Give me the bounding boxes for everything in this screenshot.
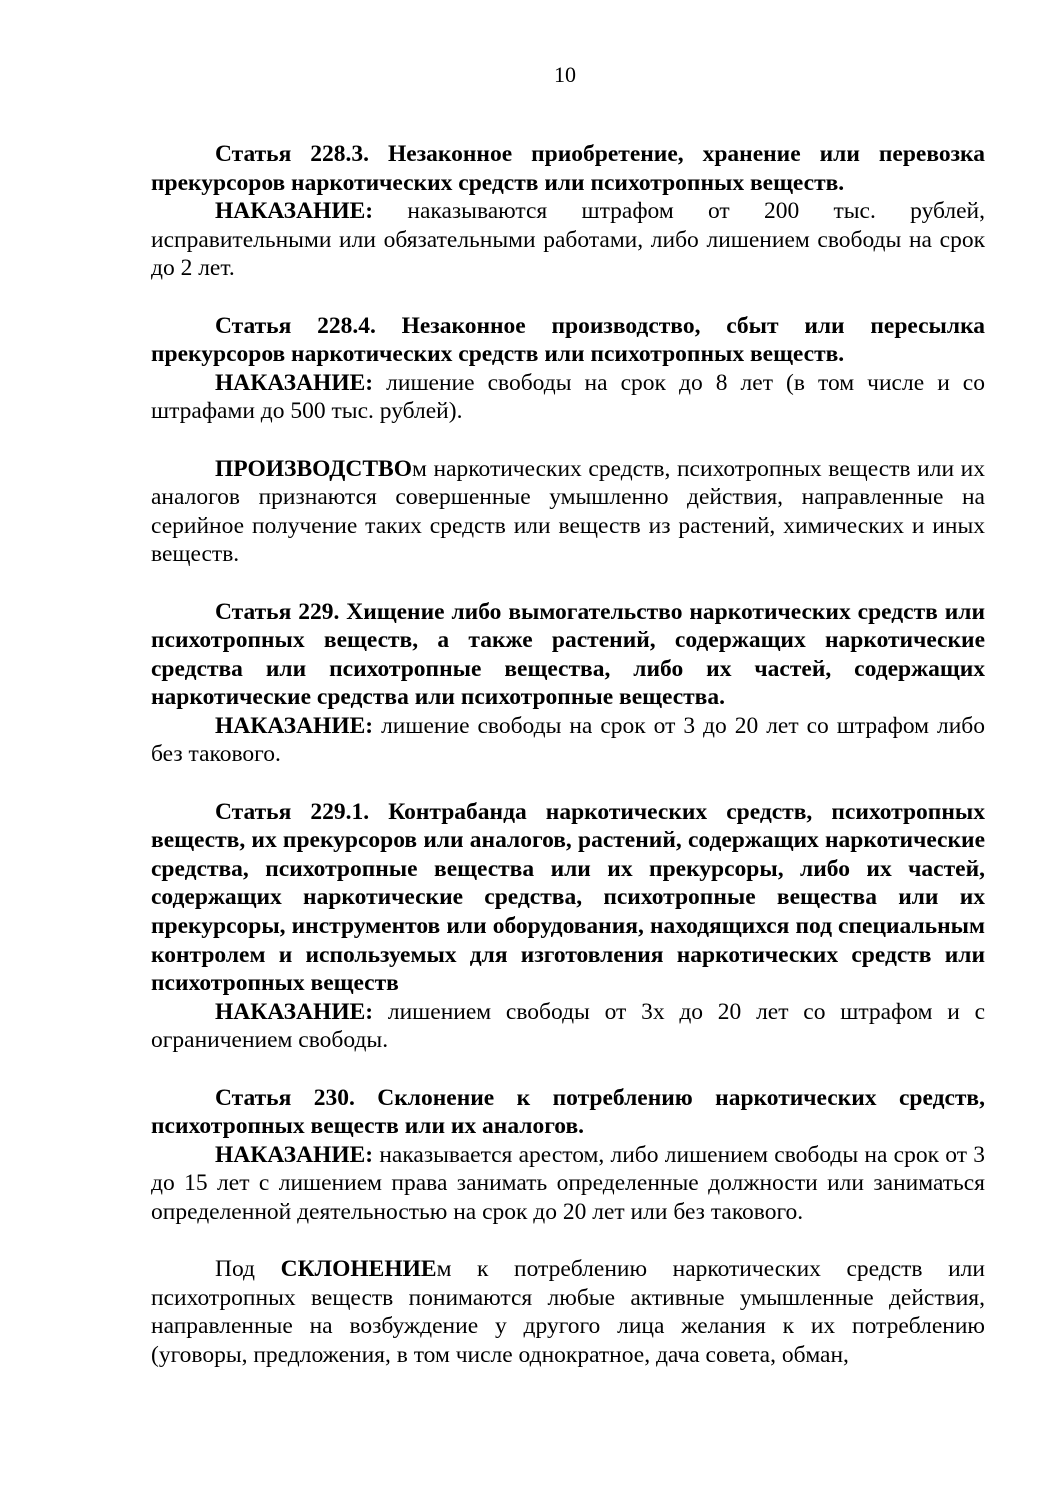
article-230-title: Статья 230. Склонение к потреблению наркотических средств, психотропных веществ или их аналогов.: [151, 1084, 985, 1140]
paragraph-gap: [151, 283, 985, 312]
article-229-penalty: [151, 712, 985, 769]
article-230-penalty: [151, 1141, 985, 1227]
article-229-1-title: Статья 229.1. Контрабанда наркотических средств, психотропных веществ, их прекурсоров или аналогов, растений, содержащих наркотические средства, психотропные вещества или их прекурсоры, либо их частей, содержащих наркотические средства, психотропные вещества или их прекурсоры, инструментов или оборудования, находящихся под специальным контролем и используемых для изготовления наркотических средств или психотропных веществ: [151, 798, 985, 997]
article-228-3-penalty: [151, 197, 985, 283]
penalty-text: лишение свободы на срок от 3 до 20 лет со штрафом либо без такового.: [151, 712, 985, 768]
paragraph-gap: [151, 569, 985, 598]
definition-term: ПРОИЗВОДСТВО: [215, 455, 413, 482]
article-228-4-penalty: [151, 369, 985, 426]
paragraph-gap: [151, 1055, 985, 1084]
paragraph-gap: [151, 426, 985, 455]
penalty-text: наказывается арестом, либо лишением свободы на срок от 3 до 15 лет с лишением права занимать определенные должности или заниматься определенной деятельностью на срок до 20 лет или без такового.: [151, 1141, 985, 1225]
production-definition: [151, 455, 985, 569]
definition-text: м наркотических средств, психотропных веществ или их аналогов признаются совершенные умышленно действия, направленные на серийное получение таких средств или веществ из растений, химических и иных веществ.: [151, 455, 985, 568]
penalty-label: НАКАЗАНИЕ:: [215, 369, 374, 396]
penalty-label: НАКАЗАНИЕ:: [215, 998, 374, 1025]
penalty-label: НАКАЗАНИЕ:: [215, 1141, 374, 1168]
penalty-text: лишение свободы на срок до 8 лет (в том числе и со штрафами до 500 тыс. рублей).: [151, 369, 985, 425]
penalty-text: лишением свободы от 3х до 20 лет со штрафом и с ограничением свободы.: [151, 998, 985, 1054]
document-body: [151, 140, 985, 1370]
paragraph-gap: [151, 769, 985, 798]
article-228-4-title: Статья 228.4. Незаконное производство, сбыт или пересылка прекурсоров наркотических средств или психотропных веществ.: [151, 312, 985, 368]
article-228-3-title: Статья 228.3. Незаконное приобретение, хранение или перевозка прекурсоров наркотических средств или психотропных веществ.: [151, 141, 985, 196]
penalty-text: наказываются штрафом от 200 тыс. рублей, исправительными или обязательными работами, либо лишением свободы на срок до 2 лет.: [151, 198, 985, 282]
paragraph-gap: [151, 1227, 985, 1256]
definition-prefix: Под: [215, 1256, 281, 1283]
penalty-label: НАКАЗАНИЕ:: [215, 712, 374, 739]
penalty-label: НАКАЗАНИЕ:: [215, 198, 374, 225]
article-229-1-penalty: [151, 998, 985, 1055]
definition-term: СКЛОНЕНИЕ: [280, 1256, 437, 1283]
page-number: 10: [554, 62, 576, 87]
inducement-definition: [151, 1255, 985, 1369]
article-229-title: Статья 229. Хищение либо вымогательство наркотических средств или психотропных веществ, а также растений, содержащих наркотические средства или психотропные вещества, либо их частей, содержащих наркотические средства или психотропные вещества.: [151, 598, 985, 711]
definition-text: м к потреблению наркотических средств или психотропных веществ понимаются любые активные умышленные действия, направленные на возбуждение у другого лица желания к их потреблению (уговоры, предложения, в том числе однократное, дача совета, обман,: [151, 1256, 985, 1368]
